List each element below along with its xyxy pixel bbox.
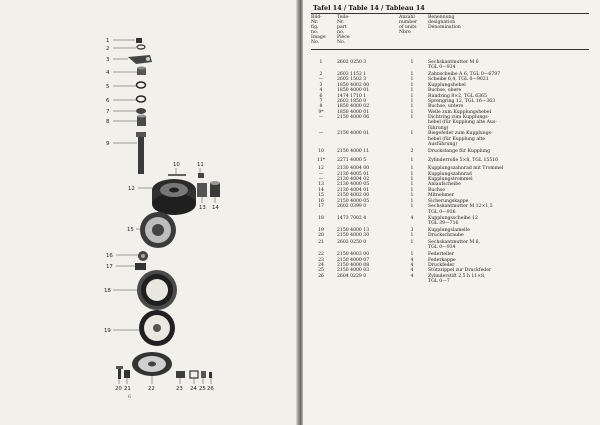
callout-label: 2 [106,46,110,52]
row-designation [428,131,588,147]
row-fig-no: 17 [318,204,324,210]
row-quantity: 1 [410,60,414,65]
row-fig-no: 13 [318,182,324,188]
callout-label: 3 [106,57,110,63]
row-fig-no: — [318,131,324,137]
part-14-bushing [210,181,220,197]
callout-label: 18 [104,288,111,294]
row-quantity: 1 [410,193,414,199]
table-title: Tafel 14 / Table 14 / Tableau 14 [313,4,425,12]
callout-label: 19 [104,328,111,334]
exploded-clutch-diagram [0,0,297,425]
row-fig-no: 15 [318,193,324,199]
row-fig-no: 11* [316,157,326,163]
row-part-no: 2150 4000 08 [337,263,370,268]
designation-line: Scheibe 6,4, TGL 0—9021 [428,77,489,83]
part-17-nut [135,263,146,270]
row-quantity: 1 [410,182,414,188]
row-part-no: 2150 4000 30 [337,233,370,239]
row-quantity: 1 [410,115,414,121]
row-quantity: 1 [410,177,414,182]
part-19-lamella [139,310,175,346]
parts-table-page [303,0,600,425]
part-18-clutch-discs [137,270,177,310]
row-part-no: 2150 4000 06 [337,115,370,121]
designation-line: Rundring 8×2, TGL 6365 [428,93,487,99]
row-part-no: 1850 4000 01 [337,109,370,115]
row-part-no: 2604 0229 0 [337,273,367,279]
part-1-nut [136,38,142,43]
row-fig-no: 19 [318,228,324,233]
designation-line: TGL 0—934 [428,245,456,250]
part-6-ring [137,96,146,102]
row-fig-no: 6 [319,93,323,99]
row-part-no: 2130 4005 01 [337,171,370,177]
callout-label: 16 [106,253,113,259]
row-quantity: 1 [410,171,414,177]
row-fig-no: 18 [318,216,324,222]
row-quantity: 1 [410,239,414,245]
row-quantity: 1 [410,88,414,94]
row-part-no: 2150 4003 00 [337,252,370,258]
row-part-no: 2130 4000 05 [337,182,370,188]
row-quantity: 1 [410,131,414,137]
designation-line: Kupplungslamelle [428,228,470,233]
row-quantity: 1 [410,198,414,204]
part-16-cap [138,251,148,261]
designation-line: Kupplungshebel [428,82,466,88]
row-fig-no: 7 [319,99,323,104]
row-designation [428,158,588,163]
row-quantity: 1 [410,104,414,110]
designation-line: Kupplungsscheibe 12 [428,216,478,222]
designation-line: Buchse, obere [428,88,462,94]
callout-label: 17 [106,264,113,270]
designation-line: Druckschraube [428,233,464,239]
callout-label: 4 [106,70,110,76]
part-15-hub [140,212,176,248]
row-quantity: 3 [410,228,414,233]
row-fig-no: 24 [318,263,324,268]
header-fig-no: Bild- Nr. fig. no. Image No. [311,15,326,46]
row-part-no: 2603 1153 1 [337,72,367,77]
row-part-no: 1850 4000 02 [337,104,370,110]
callout-label: 21 [124,386,131,392]
callout-label: 10 [173,162,180,168]
row-quantity: 1 [410,187,414,193]
callout-label: 25 [199,386,206,392]
designation-line: Zylinderrolle 5×8, TGL 15516 [428,157,499,163]
callout-label: 8 [106,119,110,125]
part-4-bushing [137,67,146,76]
designation-line: Buchse [428,187,445,193]
callout-label: 26 [207,386,214,392]
designation-line: Buchse, untere [428,104,464,110]
row-quantity: 1 [410,252,414,258]
illustration-page [0,0,297,425]
row-fig-no: — [318,177,324,182]
row-quantity: 2 [410,149,414,155]
part-25-stud [201,371,206,378]
row-designation [428,240,588,250]
row-part-no: 2150 4002 00 [337,193,370,199]
row-fig-no: 25 [318,268,324,274]
designation-line: TGL 0—934 [428,65,456,71]
designation-line: Kupplungstrommel [428,177,473,182]
row-fig-no: 9* [318,109,324,115]
callout-label: 11 [197,162,204,168]
row-designation [428,233,588,238]
row-part-no: 1473 7002 4 [337,216,367,222]
row-designation [428,274,588,284]
row-fig-no: 22 [318,252,324,258]
designation-line: Sechskantmutter M 6, [428,239,481,245]
row-fig-no: — [318,115,324,121]
designation-line: Federkappe [428,257,456,263]
row-quantity: 1 [410,99,414,104]
row-quantity: 1 [410,109,414,115]
row-part-no: 2150 4000 13 [337,228,370,233]
callout-label: 13 [199,205,206,211]
row-part-no: 2602 0399 0 [337,204,367,210]
part-23-spring-cap [176,371,185,378]
part-3-lever [128,55,152,64]
callout-label: 14 [212,205,219,211]
header-quantity: Anzahl number of units Nbre [399,15,418,36]
part-8-bushing [137,115,146,127]
row-fig-no: 8 [319,104,323,110]
part-11-roller [198,173,204,178]
row-part-no: 2130 4004 02 [337,177,370,182]
row-designation [428,204,588,214]
designation-line: hebel (für Kupplung alte Aus- [428,120,497,126]
row-part-no: 2603 1502 3 [337,77,367,83]
callout-label: 7 [106,109,110,115]
designation-line: Zahnscheibe A 6, TGL 0—6797 [428,72,501,77]
row-quantity: 4 [410,257,414,263]
callout-label: 20 [115,386,122,392]
row-fig-no: 4 [319,88,323,94]
row-quantity: 1 [410,157,414,163]
row-part-no: 1474 1710 1 [337,93,367,99]
row-part-no: 1850 4000 01 [337,88,370,94]
callout-label: 6 [106,98,110,104]
callout-label: 22 [148,386,155,392]
row-part-no: 2150 4000 01 [337,131,370,137]
row-fig-no: 14 [318,187,324,193]
row-quantity: 1 [410,166,414,172]
row-fig-no: 12 [318,166,324,172]
designation-line: Zylinderstift 2,5 h 11×8, [428,273,486,279]
row-part-no: 2603 1850 0 [337,99,367,104]
part-9-shaft [136,132,146,174]
part-2-washer [137,45,145,49]
designation-line: Biegefeder zum Kupplungs- [428,131,493,137]
designation-line: TGL 0—936 [428,209,456,215]
designation-line: Druckstange für Kupplung [428,149,491,155]
designation-line: Stützzippel zur Druckfeder [428,268,492,274]
header-top-rule [311,13,589,14]
page-number: 6 [128,395,131,400]
part-21-nut [124,370,130,378]
row-quantity: 1 [410,93,414,99]
callout-label: 12 [128,186,135,192]
designation-line: Federteller [428,252,454,258]
row-quantity: 1 [410,204,414,210]
callout-label: 5 [106,84,110,90]
row-part-no: 2602 0250 3 [337,60,367,65]
row-quantity: 1 [410,233,414,239]
header-part-no: Teile- Nr. part no. Pièce No. [337,15,350,46]
row-part-no: 2602 0250 0 [337,239,367,245]
row-quantity: 1 [410,77,414,83]
row-quantity: 4 [410,216,414,222]
row-part-no: 2271 4000 5 [337,157,367,163]
callout-label: 15 [127,227,134,233]
part-7-circlip [136,108,146,114]
row-fig-no: 16 [318,198,324,204]
row-designation [428,216,588,226]
row-part-no: 2130 4004 01 [337,187,370,193]
row-part-no: 2150 4000 03 [337,268,370,274]
row-quantity: 4 [410,268,414,274]
row-fig-no: 1 [319,60,323,65]
part-22-spring-plate [132,352,172,376]
row-fig-no: 3 [319,82,323,88]
row-part-no: 2150 4000 07 [337,257,370,263]
row-quantity: 4 [410,273,414,279]
callout-label: 1 [106,38,110,44]
designation-line: Welle zum Kupplungshebel [428,109,492,115]
part-5-ring [137,82,146,88]
row-quantity: 4 [410,263,414,268]
part-24-spring [190,371,198,378]
part-13-thrust-washer [197,183,207,197]
designation-line: Kupplungszahnrad mit Trommel [428,166,504,172]
designation-line: Sprengring 12, TGL 16—363 [428,99,496,104]
callout-label: 24 [190,386,197,392]
row-part-no: 2150 4000 05 [337,198,370,204]
designation-line: führung) [428,125,449,131]
designation-line: Ausführung) [428,141,458,147]
designation-line: TGL 0—7 [428,279,450,284]
designation-line: Sechskantmutter M 12×1,5 [428,204,493,210]
row-fig-no: 26 [318,273,324,279]
row-quantity: 1 [410,72,414,77]
part-26-pin [209,372,212,378]
part-20-screw [116,366,123,379]
designation-line: Sicherungskappe [428,198,469,204]
designation-line: TGL 39—716 [428,221,459,227]
row-fig-no: 20 [318,233,324,239]
part-12-clutch-drum [152,179,196,215]
designation-line: Kupplungszahnrad [428,171,472,177]
row-fig-no: 2 [319,72,323,77]
row-fig-no: — [318,171,324,177]
designation-line: Anlaufscheibe [428,182,461,188]
row-quantity: 1 [410,82,414,88]
row-part-no: 2150 4000 11 [337,149,370,155]
designation-line: Mitnehmer [428,193,454,199]
callout-label: 23 [176,386,183,392]
row-fig-no: 10 [318,149,324,155]
row-fig-no: — [318,77,324,83]
designation-line: Sechskantmutter M 6 [428,60,479,65]
row-part-no: 1850 4002 00 [337,82,370,88]
header-bottom-rule [311,49,589,50]
row-designation [428,60,588,70]
designation-line: Dichtring zum Kupplungs- [428,115,490,121]
row-fig-no: 23 [318,257,324,263]
callout-label: 9 [106,141,110,147]
designation-line: hebel (für Kupplung alte [428,136,486,142]
designation-line: Druckfeder [428,263,455,268]
row-designation [428,149,588,154]
header-designation: Benennung designation Dénomination [428,15,461,31]
row-designation [428,115,588,131]
row-part-no: 2130 4004 00 [337,166,370,172]
row-fig-no: 21 [318,239,324,245]
